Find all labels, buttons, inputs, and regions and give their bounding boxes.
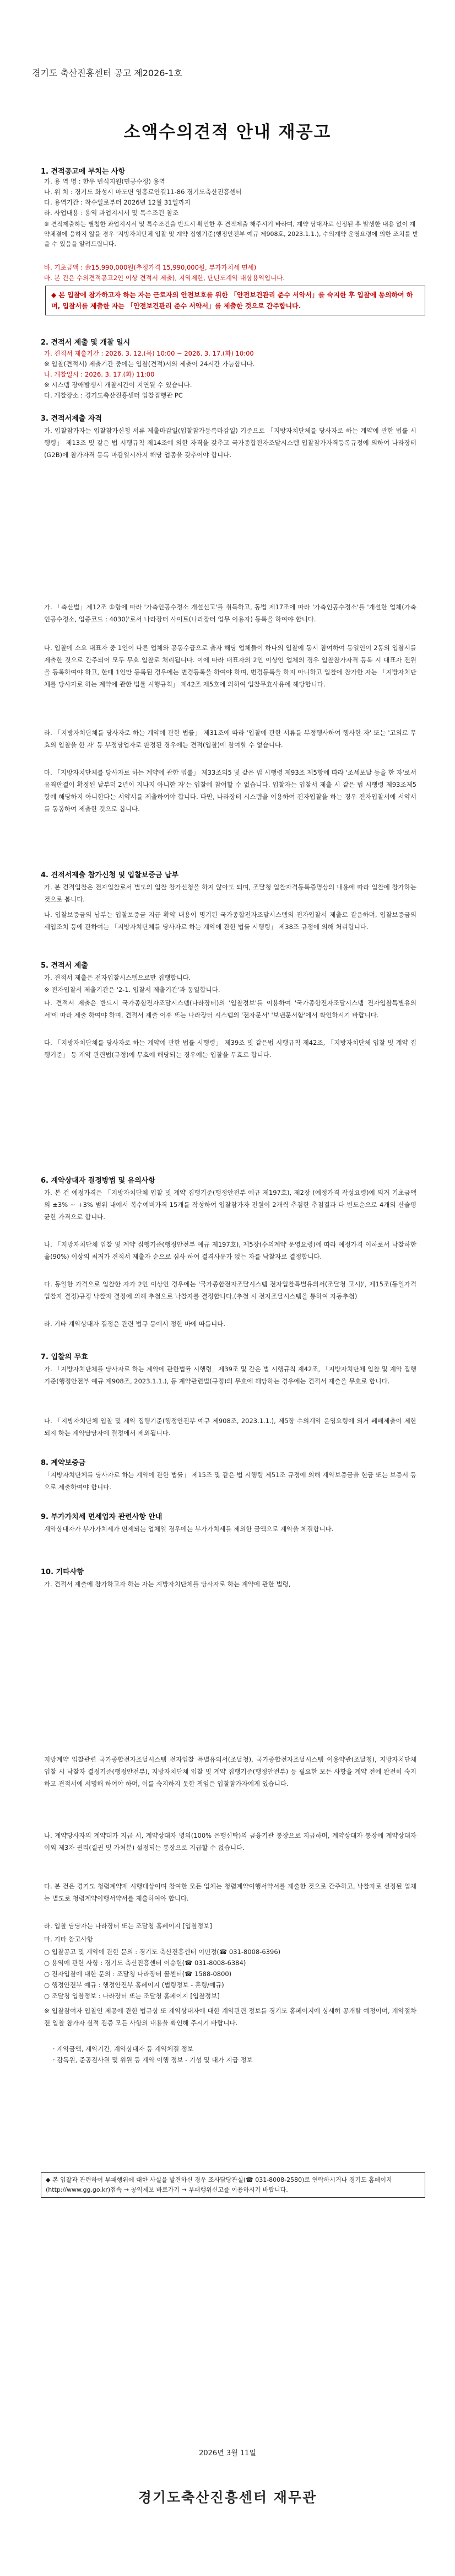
s1-item-2: 나. 위 치 : 경기도 화성시 마도면 영흥로안길11-86 경기도축산진흥센터 [44,188,242,196]
section-1-heading: 1. 견적공고에 부치는 사항 [41,168,126,176]
s5-para-1: 가. 견적서 제출은 전자입찰시스템으로만 집행합니다. [44,974,191,981]
s6-para-4: 라. 기타 계약상대자 결정은 관련 법규 등에서 정한 바에 따릅니다. [44,1320,226,1328]
section-5-heading: 5. 견적서 제출 [41,962,88,970]
s10-para-2: 지방계약 입찰관련 국가종합전자조달시스템 전자입찰 특별유의서(조달청), 국가종합전자조달시스템 이용약관(조달청), 지방자치단체 입찰 시 낙찰자 결정기준(행정안전부), 지방자치단체 입찰 및 계약 집행기준(행정안전부) 등 필요한 모든 사항을 계약 전에 완전히 숙지하고 견적서에 서명해 하여야 하며, 이를 숙지하지 못한 책임은 입찰참가자에게 있습니다. [44,1756,416,1788]
s6-para-2: 나. 「지방자치단체 입찰 및 계약 집행기준(행정안전부 예규 제197호), 제5장(수의계약 운영요령)에 따라 예정가격 이하로서 낙찰하한율(90%) 이상의 최저가 견적서 제출자 순으로 심사 하여 결격사유가 없는 자를 낙찰자로 결정합니다. [44,1241,416,1260]
s2-note-1: ※ 입찰(견적서) 제출기간 중에는 입찰(견적)서의 제출이 24시간 가능합니다. [44,360,255,368]
page-title: 소액수의견적 안내 재공고 [123,122,332,142]
s10-disclosure-item-1: · 계약금액, 계약기간, 계약상대자 등 계약체결 정보 [53,2045,194,2053]
s10-para-1: 가. 견적서 제출에 참가하고자 하는 자는 지방자치단체를 당사자로 하는 계약에 관한 법령, [44,1580,291,1588]
s3-para-3: 다. 입찰에 소요 대표자 중 1인이 다른 업체와 공동수급으로 출자 해당 업체들이 하나의 입찰에 동시 참여하여 동일인이 2통의 입찰서를 제출한 것으로 간주되어 모두 무효 입찰로 처리됩니다. 이에 따라 대표자의 2인 이상인 업체의 경우 입찰참가자격 등록 시 대표자 전원을 등록하여야 하고, 한때 1인만 등록된 경우에는 변경등록을 하여야 하며, 변경등록을 하지 아니하고 입찰에 참가한 자는 「지방자치단체를 당사자로 하는 계약에 관한 법률 시행규칙」 제42조 제5호에 의하여 입찰무효사유에 해당합니다. [44,644,416,688]
s6-para-1: 가. 본 건 예정가격은 「지방자치단체 입찰 및 계약 집행기준(행정안전부 예규 제197호), 제2장 (예정가격 작성요령)에 의거 기초금액의 ±3% ~ +3% 범위 내에서 복수예비가격 15개를 작성하여 입찰참가자 전원이 2개씩 추첨한 추첨결과 다 빈도순으로 4개의 산술평균한 가격으로 합니다. [44,1189,416,1221]
notice-number: 경기도 축산진흥센터 공고 제2026-1호 [32,68,182,78]
s1-item-1: 가. 용 역 명 : 한우 번식지원(민공수정) 용역 [44,178,165,185]
section-9-heading: 9. 부가가치세 면세업자 관련사항 안내 [41,1513,162,1521]
contact-3: ○ 전자입찰에 대한 문의 : 조달청 나라장터 콜센터(☎ 1588-0800) [44,1970,232,1978]
s10-para-3: 나. 계약당사자의 계약대가 지급 시, 계약상대자 명의(100% 은행신탁)의 금융기관 통장으로 지급하며, 계약상대자 통장에 계약상대자 이외 제3자 권리(질권 및 가처분) 설정되는 통장으로 지급할 수 없습니다. [44,1832,416,1852]
safety-pledge-box: ◆ 본 입찰에 참가하고자 하는 자는 근로자의 안전보호를 위한 「안전보건관리 준수 서약서」를 숙지한 후 입찰에 동의하여 하며, 입찰서를 제출한 자는 「안전보건관리 준수 서약서」를 제출한 것으로 간주합니다. [45,286,425,315]
section-2-heading: 2. 견적서 제출 및 개찰 일시 [41,339,131,347]
s1-item-4: 라. 사업내용 : 용역 과업지시서 및 특수조건 참조 [44,209,179,217]
s6-para-3: 다. 동일한 가격으로 입찰한 자가 2인 이상인 경우에는 '국가종합전자조달시스템 전자입찰특별유의서(조달청 고시)', 제15조(동일가격입찰자 결정)규정 낙찰자 결정에 의해 추첨으로 낙찰자를 결정합니다.(추첨 시 전자조달시스템을 통하여 자동추첨) [44,1280,416,1300]
s2-opening-place: 다. 개찰장소 : 경기도축산진흥센터 입찰집행관 PC [44,391,183,399]
s3-para-1: 가. 입찰참가자는 입찰참가신청 서류 제출마감일(입찰참가등록마감일) 기준으로 「지방자치단체를 당사자로 하는 계약에 관한 법률 시행령」 제13조 및 같은 법 시행규칙 제14조에 의한 자격을 갖추고 국가종합전자조달시스템 입찰참가자격등록규정에 의하여 나라장터(G2B)에 참가자격 등록 마감일시까지 해당 업종을 갖추어야 합니다. [44,427,416,459]
s9-para-1: 계약상대자가 부가가치세가 면제되는 업체일 경우에는 부가가치세를 제외한 금액으로 계약을 체결합니다. [44,1525,334,1533]
section-10-heading: 10. 기타사항 [41,1568,84,1576]
s4-para-1: 가. 본 견적입찰은 전자입찰로서 별도의 입찰 참가신청을 하지 않아도 되며, 조달청 입찰자격등록증명상의 내용에 따라 입찰에 참가하는 것으로 봅니다. [44,883,416,903]
s8-para-1: 「지방자치단체를 당사자로 하는 계약에 관한 법률」 제15조 및 같은 법 시행령 제51조 규정에 의해 계약보증금을 현금 또는 보증서 등으로 제출하여야 합니다. [44,1471,416,1491]
s10-para-4: 다. 본 건은 경기도 청렴계약제 시행대상이며 참여한 모든 업체는 청렴계약이행서약서를 제출한 것으로 간주하고, 낙찰자로 선정된 업체는 별도로 청렴계약이행서약서를 제출하여야 합니다. [44,1882,416,1902]
s10-para-5: 라. 입찰 담당자는 나라장터 또는 조달청 홈페이지 [입찰정보] [44,1922,212,1930]
s7-para-1: 가. 「지방자치단체를 당사자로 하는 계약에 관한법률 시행령」제39조 및 같은 법 시행규칙 제42조, 「지방자치단체 입찰 및 계약 집행기준(행정안전부 예규 제908조, 2023.1.1.), 등 계약관련법(규정)의 무효에 해당하는 경우에는 견적서 제출을 무효로 합니다. [44,1365,416,1385]
s2-note-2: ※ 시스템 장애발생시 개찰시간이 지연될 수 있습니다. [44,381,192,389]
notice-date: 2026년 3월 11일 [199,2449,256,2457]
s3-para-4: 라. 「지방자치단체를 당사자로 하는 계약에 관한 법률」 제31조에 따라 '입찰에 관한 서류를 부정행사하여 행사한 자' 또는 '고의로 무효의 입찰을 한 자' 등 부정당업자로 판정된 경우에는 견적(입찰)에 참여할 수 없습니다. [44,729,416,749]
s2-opening-time: 나. 개찰일시 : 2026. 3. 17.(화) 11:00 [44,371,155,378]
s5-para-3: 나. 견적서 제출은 반드시 국가종합전자조달시스템(나라장터)의 '입찰정보'를 이용하여 '국가종합전자조달시스템 전자입찰특별유의서'에 따라 제출 하여야 하며, 견적서 제출 이후 또는 나라장터 시스템의 '전자문서' '보낸문서함'에서 확인하시기 바랍니다. [44,999,416,1019]
s5-para-2: ※ 전자입찰서 제출기간은 '2-1. 입찰서 제출기간'과 동일합니다. [44,986,220,994]
section-8-heading: 8. 계약보증금 [41,1459,86,1467]
contact-1: ○ 입찰공고 및 계약에 관한 문의 : 경기도 축산진흥센터 이민정(☎ 031-8008-6396) [44,1948,281,1956]
s1-item-5: ※ 견적제출하는 별첨한 과업지시서 및 특수조건을 반드시 확인한 후 견적제출 해주시기 바라며, 계약 당대자로 선정된 후 발생한 내용 없이 계약체결에 응하지 않을 경우 '지방자치단체 입찰 및 계약 집행기준(행정안전부 예규 제908호, 2023.1.1.), 수의계약 운영요령에 의한 조치를 받을 수 있음을 알려드립니다. [44,221,419,248]
corruption-report-box: ◆ 본 입찰과 관련하여 부패행위에 대한 사실을 발견하신 경우 조사담당관실(☎ 031-8008-2580)로 연락하시거나 경기도 홈페이지(http://www.gg.go.kr)접속 → 공익제보 바로가기 → 부패행위신고를 이용하시기 바랍니다. [41,2172,425,2198]
s3-para-2: 가. 「축산법」제12조 ①항에 따라 '가축인공수정소 개설신고'를 취득하고, 동법 제17조에 따라 '가축인공수정소'를 '개설한 업체(가축인공수정소, 업종코드 : 4030)'로서 나라장터 사이트(나라장터 업무 이용자) 등록을 하여야 합니다. [44,603,416,623]
s1-contract-type: 바. 본 건은 수의견적공고2인 이상 견적서 제출), 지역제한, 단년도계약 대상용역입니다. [44,274,285,282]
s1-item-3: 다. 용역기간 : 착수일로부터 2026년 12월 31일까지 [44,198,191,206]
s2-submit-period: 가. 견적서 제출기간 : 2026. 3. 12.(목) 10:00 ~ 2026. 3. 17.(화) 10:00 [44,350,254,357]
contact-5: ○ 조달청 입찰정보 : 나라장터 또는 조달청 홈페이지 [입찰정보] [44,1992,220,2000]
section-4-heading: 4. 견적서제출 참가신청 및 입찰보증금 납부 [41,871,179,879]
s3-para-5: 마. 「지방자치단체를 당사자로 하는 계약에 관한 법률」 제33조의5 및 같은 법 시행령 제93조 제5항에 따라 '조세포탈 등을 한 자'로서 유죄판결이 확정된 날부터 2년이 지나지 아니한 자'는 입찰에 참여할 수 없습니다. 입찰자는 입찰서 제출 시 같은 법 시행령 제93조제5항에 해당하지 아니한다는 서약서를 제출하여야 합니다. 다만, 나라장터 시스템을 이용하여 전자입찰을 하는 경우 전자입찰서에 서약서를 동봉하여 제출한 것으로 봅니다. [44,769,416,813]
s7-para-2: 나. 「지방자치단체 입찰 및 계약 집행기준(행정안전부 예규 제908조, 2023.1.1.), 제5장 수의계약 운영요령에 의거 페배제출이 제한되지 하는 계약담당자에 결정에서 제외됩니다. [44,1417,416,1437]
issuing-organization: 경기도축산진흥센터 재무관 [138,2489,317,2505]
s10-disclosure-note: ※ 입찰참여자 입찰인 제공에 관한 법규상 또 계약상대자에 대한 계약관련 정보를 경기도 홈페이지에 상세히 공개할 예정이며, 계약절차 전 입찰 참가자 실적 검증 모든 사항의 내용을 확인해 주시기 바랍니다. [44,2007,416,2027]
section-3-heading: 3. 견적서제출 자격 [41,415,102,423]
contact-4: ○ 행정안전부 예규 : 행정안전부 홈페이지 (법령정보 - 훈령/예규) [44,1981,224,1989]
contact-2: ○ 용역에 관한 사항 : 경기도 축산진흥센터 이승현(☎ 031-8008-6384) [44,1959,246,1967]
s10-para-6: 마. 기타 참고사항 [44,1935,93,1943]
section-7-heading: 7. 입찰의 무효 [41,1353,88,1361]
s4-para-2: 나. 입찰보증금의 납부는 입찰보증금 지급 확약 내용이 명기된 국가종합전자조달시스템의 전자입찰서 제출로 갈음하며, 입찰보증금의 세입조치 등에 관하여는 「지방자치단체를 당사자로 하는 계약에 관한 법률 시행령」 제38조 규정에 의해 처리합니다. [44,911,416,931]
s5-para-4: 다. 「지방자치단체를 당사자로 하는 계약에 관한 법률 시행령」 제39조 및 같은법 시행규칙 제42조, 「지방자치단체 입찰 및 계약 집행기준」 등 계약 관련법(규정)에 무효에 해당되는 경우에는 입찰을 무효로 합니다. [44,1039,416,1059]
s10-disclosure-item-2: · 감독원, 준공검사원 및 위원 등 계약 이행 정보 - 기성 및 대가 지급 정보 [53,2056,253,2064]
s1-base-price: 바. 기초금액 : 金15,990,000원(추정가격 15,990,000원, 부가가치세 면세) [44,264,257,271]
section-6-heading: 6. 계약상대자 결정방법 및 유의사항 [41,1177,155,1185]
